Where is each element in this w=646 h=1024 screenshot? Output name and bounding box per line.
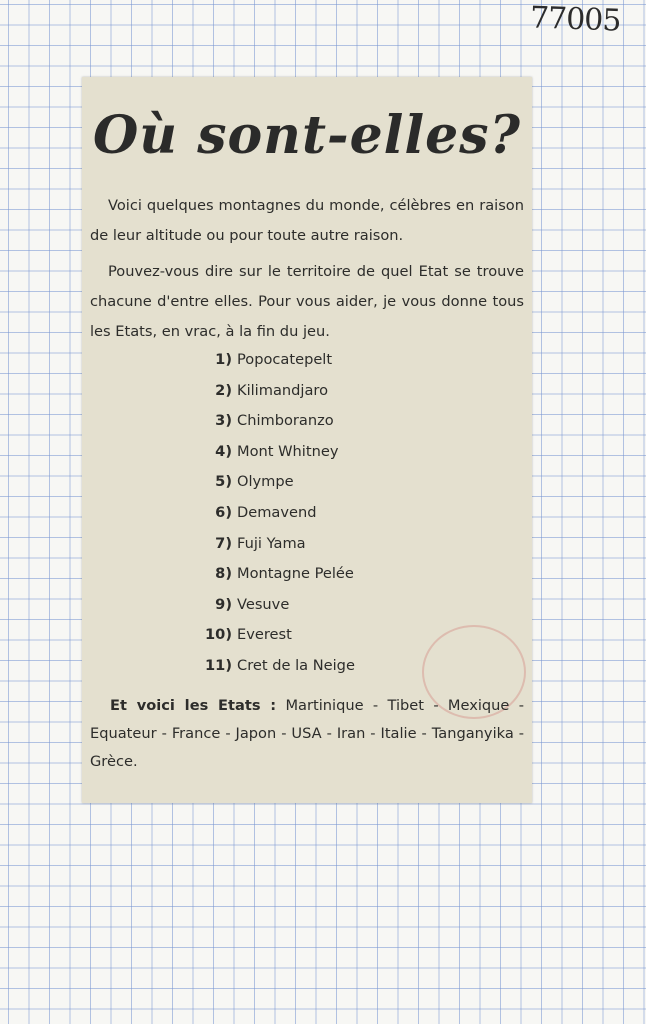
mountain-list [192, 345, 355, 682]
list-item [192, 345, 355, 376]
item-number: 5) [215, 473, 232, 491]
item-number: 1) [215, 351, 232, 368]
newspaper-clipping [82, 77, 532, 803]
states-list: Martinique - Tibet - Mexique - Equateur - France - Japon - USA - Iran - Italie - Tanganyika - Grèce. [90, 697, 525, 770]
list-item [192, 620, 355, 651]
states-label: Et voici les Etats : [110, 697, 277, 714]
item-number: 9) [215, 595, 232, 613]
item-number: 7) [215, 534, 232, 552]
item-number: 2) [215, 381, 232, 399]
mountain-name: Popocatepelt [237, 351, 333, 368]
item-number: 4) [215, 442, 232, 460]
item-number: 10) [205, 626, 232, 644]
mountain-name: Kilimandjaro [237, 381, 329, 399]
list-item [192, 559, 355, 590]
list-item [192, 651, 355, 682]
mountain-name: Chimboranzo [237, 412, 334, 430]
instruction-paragraph: Pouvez-vous dire sur le territoire de quel Etat se trouve chacune d'entre elles. Pour vous aider, je vous donne tous les Etats, en vrac, à la fin du jeu. [90, 263, 524, 340]
mountain-name: Everest [237, 626, 292, 644]
item-number: 3) [215, 412, 232, 430]
mountain-name: Demavend [237, 503, 317, 521]
list-item [192, 376, 355, 407]
states-paragraph [90, 692, 524, 776]
mountain-name: Fuji Yama [237, 534, 306, 552]
mountain-name: Olympe [237, 473, 294, 491]
item-number: 11) [205, 656, 232, 674]
mountain-name: Vesuve [237, 595, 290, 613]
mountain-name: Mont Whitney [237, 442, 339, 460]
mountain-name: Montagne Pelée [237, 565, 354, 583]
list-item [192, 590, 355, 621]
item-number: 8) [215, 565, 232, 583]
list-item [192, 467, 355, 498]
list-item [192, 529, 355, 560]
item-number: 6) [215, 503, 232, 521]
list-item [192, 406, 355, 437]
mountain-name: Cret de la Neige [237, 656, 355, 674]
list-item [192, 437, 355, 468]
clipping-title: Où sont-elles? [93, 105, 521, 166]
archive-reference-number: 77005 [529, 0, 622, 39]
list-item [192, 498, 355, 529]
intro-paragraph: Voici quelques montagnes du monde, célèbres en raison de leur altitude ou pour toute autre raison. [90, 197, 524, 244]
